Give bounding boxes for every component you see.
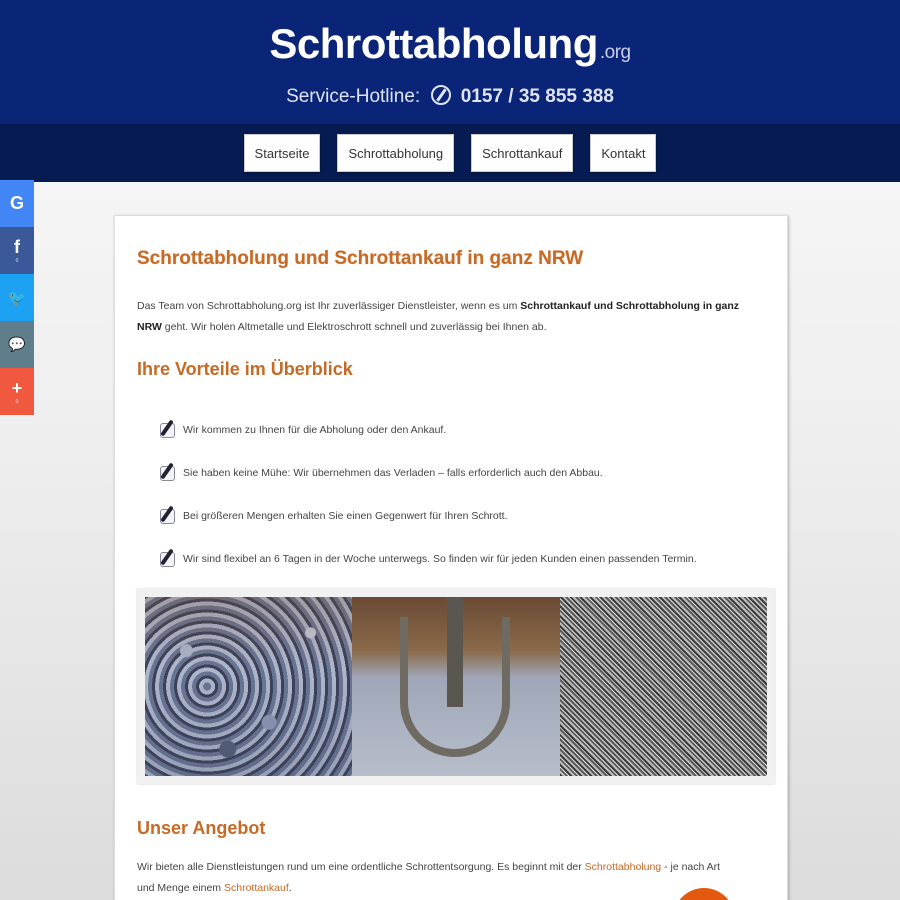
benefits-list [159, 408, 697, 580]
benefits-heading: Ihre Vorteile im Überblick [137, 359, 353, 379]
share-chat-button[interactable] [0, 321, 34, 368]
check-icon [159, 507, 175, 525]
scrap-metal-parts-image [145, 597, 352, 776]
benefit-text: Wir sind flexibel an 6 Tagen in der Woche unterwegs. So finden wir für jeden Kunden einen passenden Termin. [183, 552, 697, 565]
site-name: Schrottabholung [269, 20, 598, 67]
plus-icon: + [11, 378, 23, 398]
intro-text: Das Team von Schrottabholung.org ist Ihr zuverlässiger Dienstleister, wenn es um [137, 300, 521, 312]
site-header [0, 0, 900, 124]
nav-schrottankauf[interactable]: Schrottankauf [471, 134, 573, 172]
link-schrottankauf[interactable]: Schrottankauf [223, 882, 289, 894]
offer-text-end: . [288, 882, 292, 894]
site-tld: .org [599, 42, 631, 63]
list-item [159, 537, 697, 580]
intro-bold: Schrottankauf und Schrottabholung in ganz NRW [137, 300, 739, 333]
intro-paragraph [137, 296, 757, 338]
share-twitter-button[interactable] [0, 274, 34, 321]
offer-text: Wir bieten alle Dienstleistungen rund um eine ordentliche Schrottentsorgung. Es beginnt mit der [137, 861, 585, 873]
share-facebook-button[interactable] [0, 227, 34, 274]
nav-schrottabholung[interactable]: Schrottabholung [337, 134, 454, 172]
chat-icon: 💬 [8, 336, 26, 352]
benefit-text: Sie haben keine Mühe: Wir übernehmen das Verladen – falls erforderlich auch den Abbau. [183, 466, 603, 479]
page-title: Schrottabholung und Schrottankauf in ganz NRW [137, 248, 584, 269]
main-nav [0, 124, 900, 182]
check-icon [159, 421, 175, 439]
list-item [159, 408, 697, 451]
share-google-button[interactable] [0, 180, 34, 227]
list-item [159, 451, 697, 494]
hotline-label: Service-Hotline: [286, 86, 421, 107]
content-card [114, 215, 788, 900]
phone-icon [431, 85, 451, 105]
link-schrottabholung[interactable]: Schrottabholung [584, 861, 662, 873]
google-icon: G [9, 193, 24, 213]
scrap-grabber-claw-image [352, 597, 559, 776]
benefit-text: Bei größeren Mengen erhalten Sie einen Gegenwert für Ihren Schrott. [183, 509, 508, 522]
service-hotline [0, 85, 900, 108]
facebook-icon: f [14, 237, 20, 257]
metal-shavings-image [560, 597, 767, 776]
benefit-text: Wir kommen zu Ihnen für die Abholung oder den Ankauf. [183, 423, 447, 436]
check-icon [159, 550, 175, 568]
social-share-bar [0, 180, 34, 415]
image-gallery [137, 589, 775, 784]
hotline-number[interactable]: 0157 / 35 855 388 [460, 86, 614, 107]
facebook-share-count: 0 [15, 258, 19, 264]
list-item [159, 494, 697, 537]
nav-kontakt[interactable]: Kontakt [590, 134, 656, 172]
nav-startseite[interactable]: Startseite [244, 134, 321, 172]
twitter-icon: 🐦 [7, 289, 27, 307]
check-icon [159, 464, 175, 482]
offer-text-mid: - je nach Art und Menge einem [137, 861, 721, 894]
offer-paragraph [137, 857, 737, 899]
share-more-button[interactable] [0, 368, 34, 415]
site-logo[interactable] [0, 20, 900, 68]
offer-heading: Unser Angebot [137, 818, 266, 838]
more-share-count: 0 [15, 399, 19, 405]
intro-text-end: geht. Wir holen Altmetalle und Elektroschrott schnell und zuverlässig bei Ihnen ab. [161, 321, 547, 333]
